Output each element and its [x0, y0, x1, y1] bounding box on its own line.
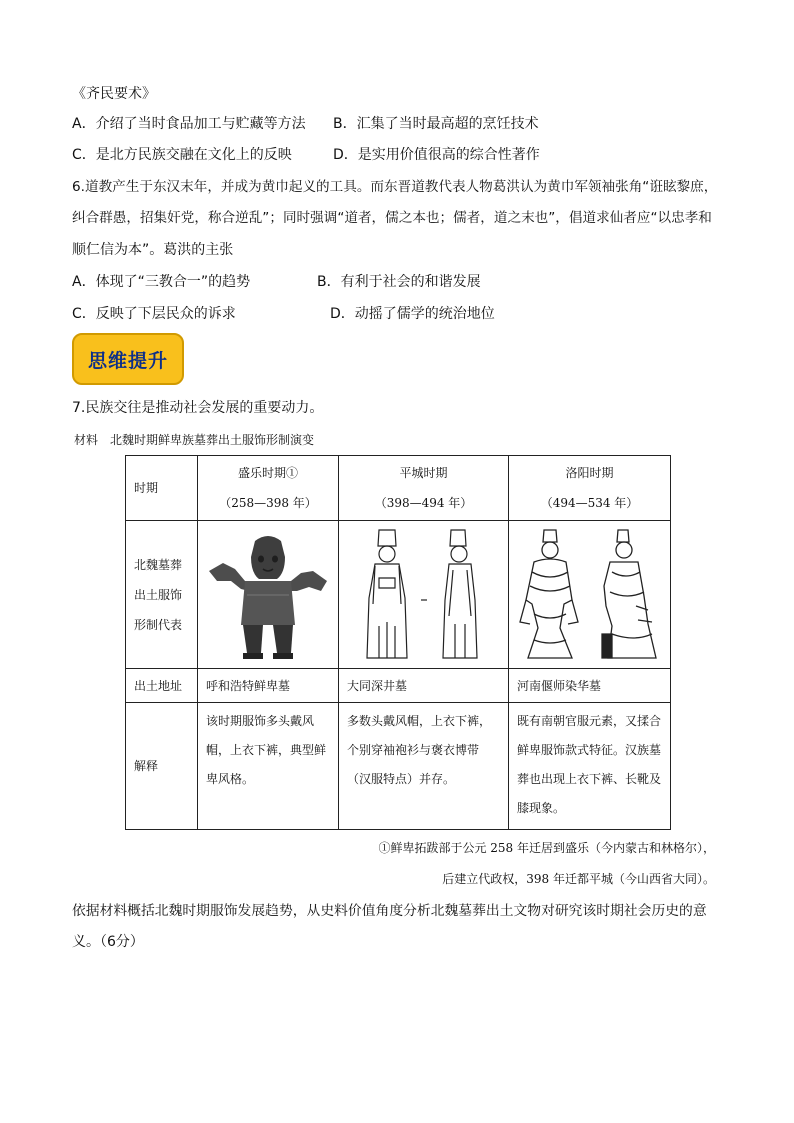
- q6-stem-line-3: 顺仁信为本”。葛洪的主张: [72, 242, 234, 258]
- q5-option-c: C．是北方民族交融在文化上的反映: [72, 147, 292, 163]
- q7-stem: 7.民族交往是推动社会发展的重要动力。: [72, 400, 324, 416]
- table-row-period: [126, 456, 671, 521]
- figure-cell-shengle: [198, 521, 339, 669]
- line-drawing-seated-figurines-image: [516, 526, 664, 664]
- q5-option-b: B．汇集了当时最高超的烹饪技术: [333, 116, 539, 132]
- section-badge-thinking: [72, 333, 184, 385]
- site-cell-shengle: 呼和浩特鲜卑墓: [198, 669, 339, 703]
- q5-option-a: A．介绍了当时食品加工与贮藏等方法: [72, 116, 306, 132]
- table-row-site: [126, 669, 671, 703]
- footnote-line-1: ①鲜卑拓跋部于公元 258 年迁居到盛乐（今内蒙古和林格尔），: [378, 841, 715, 855]
- row-head-site: 出土地址: [126, 669, 198, 703]
- row-head-figure: 北魏墓葬 出土服饰 形制代表: [126, 521, 198, 669]
- q5-tail: 《齐民要术》: [72, 86, 156, 102]
- q5-option-d: D．是实用价值很高的综合性著作: [333, 147, 540, 163]
- row-head-explain: 解释: [126, 703, 198, 830]
- q6-option-d: D．动摇了儒学的统治地位: [330, 306, 495, 322]
- period-cell-luoyang: 洛阳时期 （494—534 年）: [509, 456, 671, 521]
- material-table: [125, 455, 671, 830]
- q6-option-b: B．有利于社会的和谐发展: [317, 274, 481, 290]
- section-badge-label: 思维提升: [87, 349, 168, 372]
- material-caption: 材料 北魏时期鲜卑族墓葬出土服饰形制演变: [74, 433, 315, 447]
- site-cell-luoyang: 河南偃师染华墓: [509, 669, 671, 703]
- explain-cell-pingcheng: 多数头戴风帽，上衣下裤，个别穿袖袍衫与褒衣博带（汉服特点）并存。: [339, 703, 509, 830]
- period-cell-pingcheng: 平城时期 （398—494 年）: [339, 456, 509, 521]
- q6-option-a: A．体现了“三教合一”的趋势: [72, 274, 251, 290]
- q6-option-c: C．反映了下层民众的诉求: [72, 306, 236, 322]
- footnote-line-2: 后建立代政权，398 年迁都平城（今山西省大同）。: [442, 872, 715, 886]
- period-cell-shengle: 盛乐时期① （258—398 年）: [198, 456, 339, 521]
- pottery-figurine-image: [205, 529, 331, 661]
- figure-cell-luoyang: [509, 521, 671, 669]
- line-drawing-figurines-image: [349, 526, 499, 664]
- table-row-explain: [126, 703, 671, 830]
- figure-cell-pingcheng: [339, 521, 509, 669]
- q6-stem-line-2: 纠合群愚，招集奸党，称合逆乱”；同时强调“道者，儒之本也；儒者，道之末也”，倡道求仙者应“以忠孝和: [72, 210, 712, 226]
- site-cell-pingcheng: 大同深井墓: [339, 669, 509, 703]
- explain-cell-luoyang: 既有南朝官服元素，又揉合鲜卑服饰款式特征。汉族墓葬也出现上衣下裤、长靴及膝现象。: [509, 703, 671, 830]
- explain-cell-shengle: 该时期服饰多头戴风帽，上衣下裤，典型鲜卑风格。: [198, 703, 339, 830]
- q7-question-line-2: 义。（6分）: [72, 934, 144, 950]
- q6-stem-line-1: 6.道教产生于东汉末年，并成为黄巾起义的工具。而东晋道教代表人物葛洪认为黄巾军领袖张角“诳眩黎庶，: [72, 179, 718, 195]
- table-row-figures: [126, 521, 671, 669]
- q7-question-line-1: 依据材料概括北魏时期服饰发展趋势，从史料价值角度分析北魏墓葬出土文物对研究该时期社会历史的意: [72, 903, 707, 919]
- row-head-period: 时期: [126, 456, 198, 521]
